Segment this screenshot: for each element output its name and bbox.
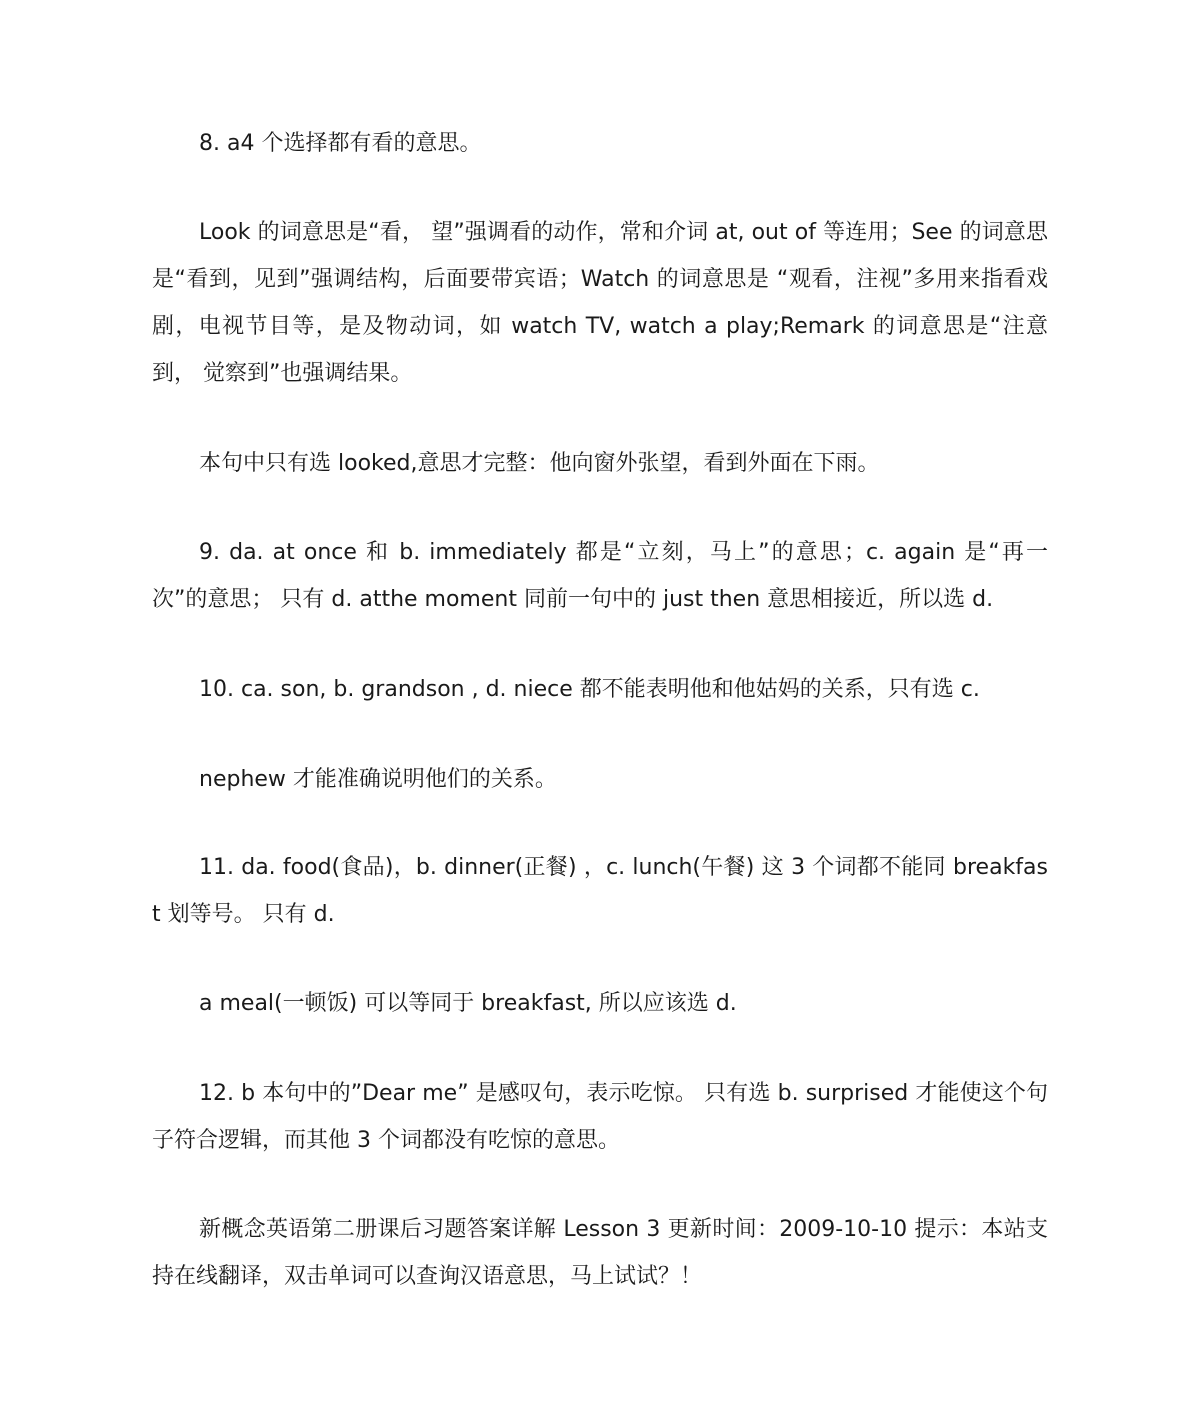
paragraph-lesson3-note: 新概念英语第二册课后习题答案详解 Lesson 3 更新时间：2009-10-10 提示：本站支持在线翻译，双击单词可以查询汉语意思，马上试试？！	[152, 1217, 1048, 1289]
paragraph-q11-conclusion: a meal(一顿饭) 可以等同于 breakfast, 所以应该选 d.	[199, 991, 737, 1016]
paragraph-q8-conclusion: 本句中只有选 looked,意思才完整：他向窗外张望，看到外面在下雨。	[199, 451, 880, 476]
paragraph-q8-answer: 8. a4 个选择都有看的意思。	[199, 131, 482, 156]
paragraph-q12-answer: 12. b 本句中的”Dear me” 是感叹句，表示吃惊。 只有选 b. surprised 才能使这个句子符合逻辑，而其他 3 个词都没有吃惊的意思。	[152, 1081, 1048, 1153]
paragraph-q10-answer: 10. ca. son, b. grandson , d. niece 都不能表明他和他姑妈的关系，只有选 c.	[199, 677, 980, 702]
paragraph-q11-answer: 11. da. food(食品)，b. dinner(正餐) ，c. lunch(午餐) 这 3 个词都不能同 breakfast 划等号。 只有 d.	[152, 855, 1048, 927]
paragraph-look-see-watch-remark: Look 的词意思是“看， 望”强调看的动作，常和介词 at, out of 等连用；See 的词意思是“看到，见到”强调结构，后面要带宾语；Watch 的词意思是 “观看，注视”多用来指看戏剧，电视节目等，是及物动词，如 watch TV, watch a play;Remark 的词意思是“注意到， 觉察到”也强调结果。	[152, 220, 1048, 386]
paragraph-q9-answer: 9. da. at once 和 b. immediately 都是“立刻，马上”的意思；c. again 是“再一次”的意思； 只有 d. atthe moment 同前一句中的 just then 意思相接近，所以选 d.	[152, 540, 1048, 612]
paragraph-q10-conclusion: nephew 才能准确说明他们的关系。	[199, 767, 557, 792]
